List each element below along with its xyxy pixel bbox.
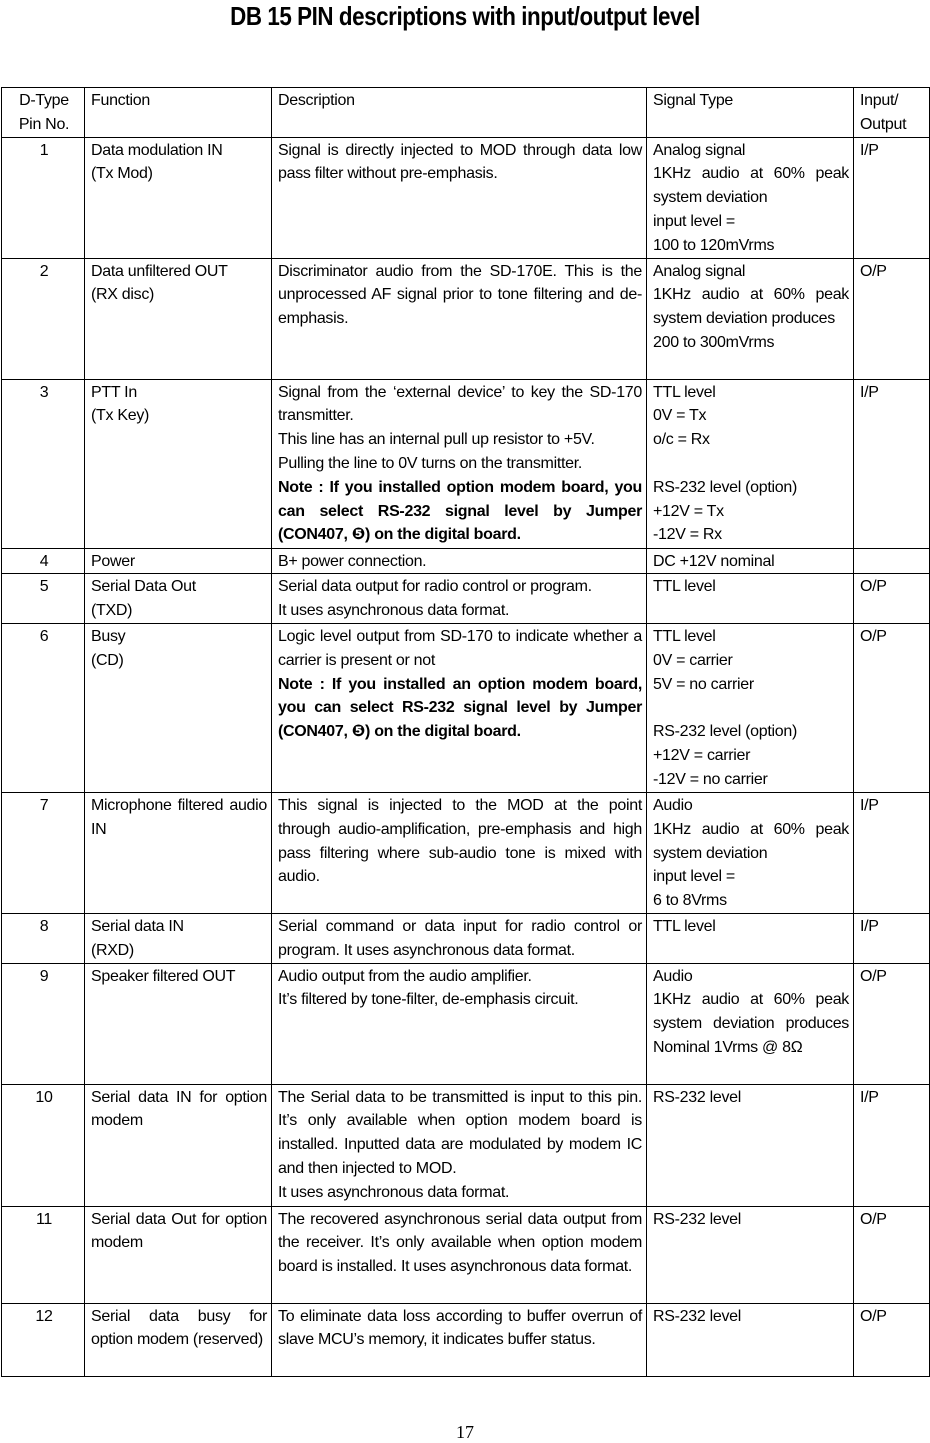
io-cell: O/P bbox=[854, 963, 930, 1084]
description-cell: The Serial data to be transmitted is input to this pin. It’s only available when option modem board is installed. Inputted data are modulated by modem IC and then injected to MOD. It uses asynchronous data format. bbox=[272, 1084, 647, 1206]
description-cell: Signal from the ‘external device’ to key the SD-170 transmitter. This line has an internal pull up resistor to +5V. Pulling the line to 0V turns on the transmitter. Note : If you installed option modem board, you can select RS-232 signal level by Jumper (CON407, ❺) on the digital board. bbox=[272, 379, 647, 548]
table-row bbox=[2, 137, 930, 258]
table-row bbox=[2, 258, 930, 379]
function-cell: Serial data busy for option modem (reserved) bbox=[85, 1303, 272, 1376]
io-cell: O/P bbox=[854, 1206, 930, 1303]
function-cell: Serial Data Out (TXD) bbox=[85, 574, 272, 624]
io-cell: O/P bbox=[854, 623, 930, 792]
signal-type-cell: DC +12V nominal bbox=[647, 548, 854, 574]
description-cell: Audio output from the audio amplifier. It’s filtered by tone-filter, de-emphasis circuit. bbox=[272, 963, 647, 1084]
function-cell: Speaker filtered OUT bbox=[85, 963, 272, 1084]
description-cell: The recovered asynchronous serial data output from the receiver. It’s only available when option modem board is installed. It uses asynchronous data format. bbox=[272, 1206, 647, 1303]
pin-number-cell: 8 bbox=[2, 913, 85, 963]
function-cell: Power bbox=[85, 548, 272, 574]
table-row bbox=[2, 1303, 930, 1376]
page-title: DB 15 PIN descriptions with input/output level bbox=[230, 1, 700, 31]
io-cell: O/P bbox=[854, 258, 930, 379]
table-row bbox=[2, 963, 930, 1084]
io-cell: I/P bbox=[854, 913, 930, 963]
signal-type-cell: Analog signal 1KHz audio at 60% peak system deviation input level = 100 to 120mVrms bbox=[647, 137, 854, 258]
table-row bbox=[2, 574, 930, 624]
table-row bbox=[2, 1206, 930, 1303]
description-cell: B+ power connection. bbox=[272, 548, 647, 574]
description-cell: This signal is injected to the MOD at the point through audio-amplification, pre-emphasis and high pass filtering where sub-audio tone is mixed with audio. bbox=[272, 792, 647, 913]
function-cell: Data unfiltered OUT (RX disc) bbox=[85, 258, 272, 379]
io-cell: I/P bbox=[854, 792, 930, 913]
signal-type-cell: RS-232 level bbox=[647, 1303, 854, 1376]
description-note: Note : If you installed an option modem board, you can select RS-232 signal level by Jumper (CON407, ❺) on the digital board. bbox=[278, 675, 642, 741]
io-cell: I/P bbox=[854, 1084, 930, 1206]
header-signal-type: Signal Type bbox=[647, 88, 854, 138]
function-cell: Serial data IN (RXD) bbox=[85, 913, 272, 963]
signal-type-cell: Audio 1KHz audio at 60% peak system deviation produces Nominal 1Vrms @ 8Ω bbox=[647, 963, 854, 1084]
pin-number-cell: 10 bbox=[2, 1084, 85, 1206]
signal-type-cell: TTL level 0V = Tx o/c = Rx RS-232 level (option) +12V = Tx -12V = Rx bbox=[647, 379, 854, 548]
header-description: Description bbox=[272, 88, 647, 138]
signal-type-cell: TTL level bbox=[647, 574, 854, 624]
function-cell: Serial data Out for option modem bbox=[85, 1206, 272, 1303]
signal-type-cell: TTL level bbox=[647, 913, 854, 963]
description-note: Note : If you installed option modem board, you can select RS-232 signal level by Jumper (CON407, ❺) on the digital board. bbox=[278, 478, 642, 544]
table-row bbox=[2, 1084, 930, 1206]
table-row bbox=[2, 913, 930, 963]
pin-number-cell: 7 bbox=[2, 792, 85, 913]
table-header-row bbox=[2, 88, 930, 138]
pin-number-cell: 5 bbox=[2, 574, 85, 624]
io-cell bbox=[854, 548, 930, 574]
table-row bbox=[2, 379, 930, 548]
function-cell: Data modulation IN (Tx Mod) bbox=[85, 137, 272, 258]
function-cell: Serial data IN for option modem bbox=[85, 1084, 272, 1206]
pin-number-cell: 1 bbox=[2, 137, 85, 258]
pin-number-cell: 9 bbox=[2, 963, 85, 1084]
page-number: 17 bbox=[456, 1422, 474, 1442]
io-cell: O/P bbox=[854, 1303, 930, 1376]
function-cell: Busy (CD) bbox=[85, 623, 272, 792]
description-cell: Discriminator audio from the SD-170E. This is the unprocessed AF signal prior to tone filtering and de-emphasis. bbox=[272, 258, 647, 379]
signal-type-cell: RS-232 level bbox=[647, 1084, 854, 1206]
description-cell: Serial data output for radio control or program. It uses asynchronous data format. bbox=[272, 574, 647, 624]
table-row bbox=[2, 792, 930, 913]
description-cell: Serial command or data input for radio control or program. It uses asynchronous data format. bbox=[272, 913, 647, 963]
signal-type-cell: RS-232 level bbox=[647, 1206, 854, 1303]
signal-type-cell: TTL level 0V = carrier 5V = no carrier RS-232 level (option) +12V = carrier -12V = no carrier bbox=[647, 623, 854, 792]
io-cell: I/P bbox=[854, 137, 930, 258]
pin-number-cell: 6 bbox=[2, 623, 85, 792]
function-cell: PTT In (Tx Key) bbox=[85, 379, 272, 548]
io-cell: I/P bbox=[854, 379, 930, 548]
signal-type-cell: Audio 1KHz audio at 60% peak system deviation input level = 6 to 8Vrms bbox=[647, 792, 854, 913]
pin-number-cell: 11 bbox=[2, 1206, 85, 1303]
table-row bbox=[2, 623, 930, 792]
pin-table bbox=[1, 87, 930, 1377]
function-cell: Microphone filtered audio IN bbox=[85, 792, 272, 913]
description-cell: Logic level output from SD-170 to indicate whether a carrier is present or not Note : If you installed an option modem board, you can select RS-232 signal level by Jumper (CON407, ❺) on the digital board. bbox=[272, 623, 647, 792]
pin-number-cell: 3 bbox=[2, 379, 85, 548]
signal-type-cell: Analog signal 1KHz audio at 60% peak system deviation produces 200 to 300mVrms bbox=[647, 258, 854, 379]
header-io: Input/ Output bbox=[854, 88, 930, 138]
pin-number-cell: 12 bbox=[2, 1303, 85, 1376]
io-cell: O/P bbox=[854, 574, 930, 624]
description-cell: To eliminate data loss according to buffer overrun of slave MCU’s memory, it indicates buffer status. bbox=[272, 1303, 647, 1376]
description-cell: Signal is directly injected to MOD through data low pass filter without pre-emphasis. bbox=[272, 137, 647, 258]
header-function: Function bbox=[85, 88, 272, 138]
header-pin: D-Type Pin No. bbox=[2, 88, 85, 138]
pin-number-cell: 2 bbox=[2, 258, 85, 379]
table-row bbox=[2, 548, 930, 574]
pin-number-cell: 4 bbox=[2, 548, 85, 574]
